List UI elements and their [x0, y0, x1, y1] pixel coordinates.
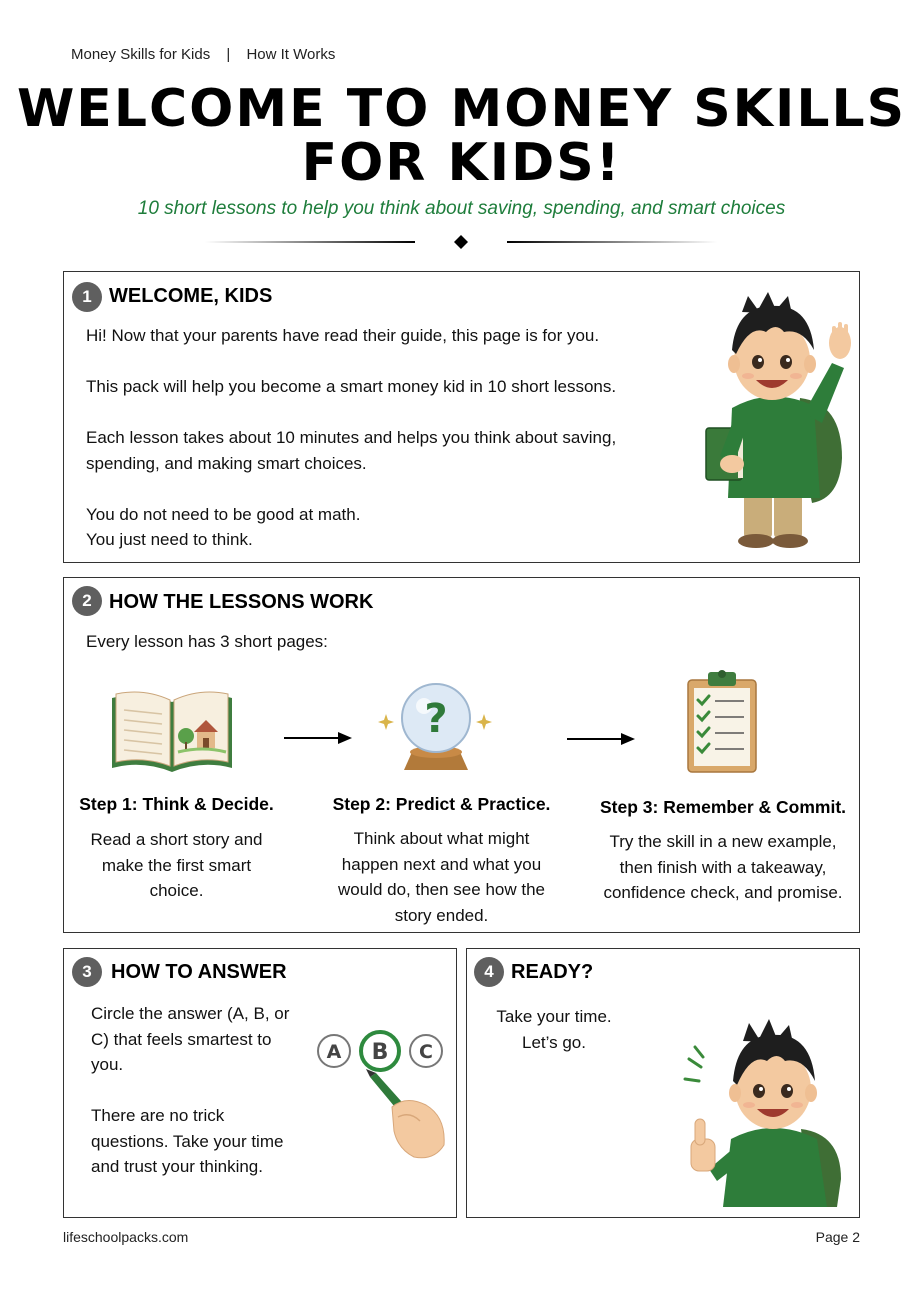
- ready-line: Take your time.: [496, 1007, 612, 1026]
- arrow-right-icon: [284, 730, 354, 746]
- step-2-title: Step 2: Predict & Practice.: [332, 794, 551, 814]
- section-number-badge: 3: [72, 957, 102, 987]
- how-answer-text: [91, 1001, 331, 1180]
- how-answer-line: Circle the answer (A, B, or: [91, 1004, 290, 1023]
- crystal-ball-icon: [376, 680, 496, 776]
- page-subtitle: 10 short lessons to help you think about saving, spending, and smart choices: [137, 198, 786, 219]
- answer-circle-illustration: [314, 1021, 450, 1161]
- step-3-description: [589, 829, 857, 906]
- ready-title: READY?: [511, 961, 594, 983]
- step-3-line: confidence check, and promise.: [603, 883, 843, 902]
- section-number-badge: 1: [72, 282, 102, 312]
- step-1-line: choice.: [149, 881, 204, 900]
- step-2-line: Think about what might: [353, 829, 530, 848]
- step-1-line: Read a short story and: [90, 830, 263, 849]
- how-answer-panel: [63, 948, 457, 1218]
- thumbs-up-boy-illustration: [681, 1019, 849, 1209]
- step-3-title: Step 3: Remember & Commit.: [599, 797, 847, 817]
- how-answer-line: C) that feels smartest to: [91, 1029, 272, 1049]
- step-2-line: would do, then see how the: [338, 880, 545, 899]
- arrow-right-icon: [567, 731, 637, 747]
- footer-site: lifeschoolpacks.com: [63, 1229, 189, 1245]
- step-1-title: Step 1: Think & Decide.: [79, 794, 274, 814]
- welcome-paragraph: You do not need to be good at math.: [86, 504, 361, 524]
- section-number-badge: 4: [474, 957, 504, 987]
- how-answer-line: you.: [91, 1055, 124, 1074]
- welcome-paragraph: Each lesson takes about 10 minutes and helps you think about saving,: [86, 428, 617, 447]
- how-lessons-panel: [63, 577, 860, 933]
- welcome-paragraph: You just need to think.: [86, 530, 253, 549]
- clipboard-checklist-icon: [682, 666, 762, 776]
- top-breadcrumb: [71, 46, 335, 63]
- how-answer-line: and trust your thinking.: [91, 1157, 263, 1176]
- ready-panel: [466, 948, 860, 1218]
- diamond-icon: [454, 235, 468, 249]
- option-c-label: C: [419, 1041, 433, 1063]
- how-answer-line: questions. Take your time: [91, 1131, 284, 1151]
- svg-text:?: ?: [424, 696, 448, 742]
- welcome-text: [86, 323, 686, 553]
- step-3-line: then finish with a takeaway,: [619, 857, 827, 877]
- how-lessons-title: HOW THE LESSONS WORK: [109, 591, 374, 613]
- ready-text: [481, 1004, 627, 1055]
- option-a-label: A: [326, 1041, 342, 1063]
- step-3-line: Try the skill in a new example,: [609, 832, 837, 851]
- open-book-icon: [108, 688, 238, 776]
- page-title-line1: WELCOME TO MONEY SKILLS: [16, 79, 907, 139]
- welcome-panel: [63, 271, 860, 563]
- step-2-line: happen next and what you: [341, 854, 542, 874]
- how-answer-line: There are no trick: [91, 1106, 225, 1125]
- breadcrumb-separator: |: [226, 46, 231, 63]
- brand-label: Money Skills for Kids: [71, 46, 211, 63]
- step-2-description: [319, 826, 564, 928]
- how-answer-title: HOW TO ANSWER: [111, 961, 287, 983]
- footer-page-number: Page 2: [815, 1229, 860, 1245]
- page-title: [0, 79, 923, 193]
- welcome-paragraph: spending, and making smart choices.: [86, 453, 367, 473]
- page-title-line2: FOR KIDS!: [301, 133, 622, 193]
- title-divider: [200, 233, 723, 253]
- step-2-line: story ended.: [394, 905, 489, 925]
- how-lessons-intro: Every lesson has 3 short pages:: [86, 632, 328, 651]
- welcome-paragraph: This pack will help you become a smart money kid in 10 short lessons.: [86, 377, 617, 396]
- waving-boy-illustration: [692, 288, 857, 550]
- step-1-line: make the first smart: [101, 855, 252, 875]
- step-1-description: [64, 827, 289, 904]
- ready-line: Let’s go.: [522, 1032, 586, 1052]
- welcome-title: WELCOME, KIDS: [109, 285, 273, 307]
- welcome-paragraph: Hi! Now that your parents have read their guide, this page is for you.: [86, 326, 600, 345]
- section-number-badge: 2: [72, 586, 102, 616]
- section-label: How It Works: [246, 46, 336, 63]
- option-b-label: B: [371, 1040, 389, 1065]
